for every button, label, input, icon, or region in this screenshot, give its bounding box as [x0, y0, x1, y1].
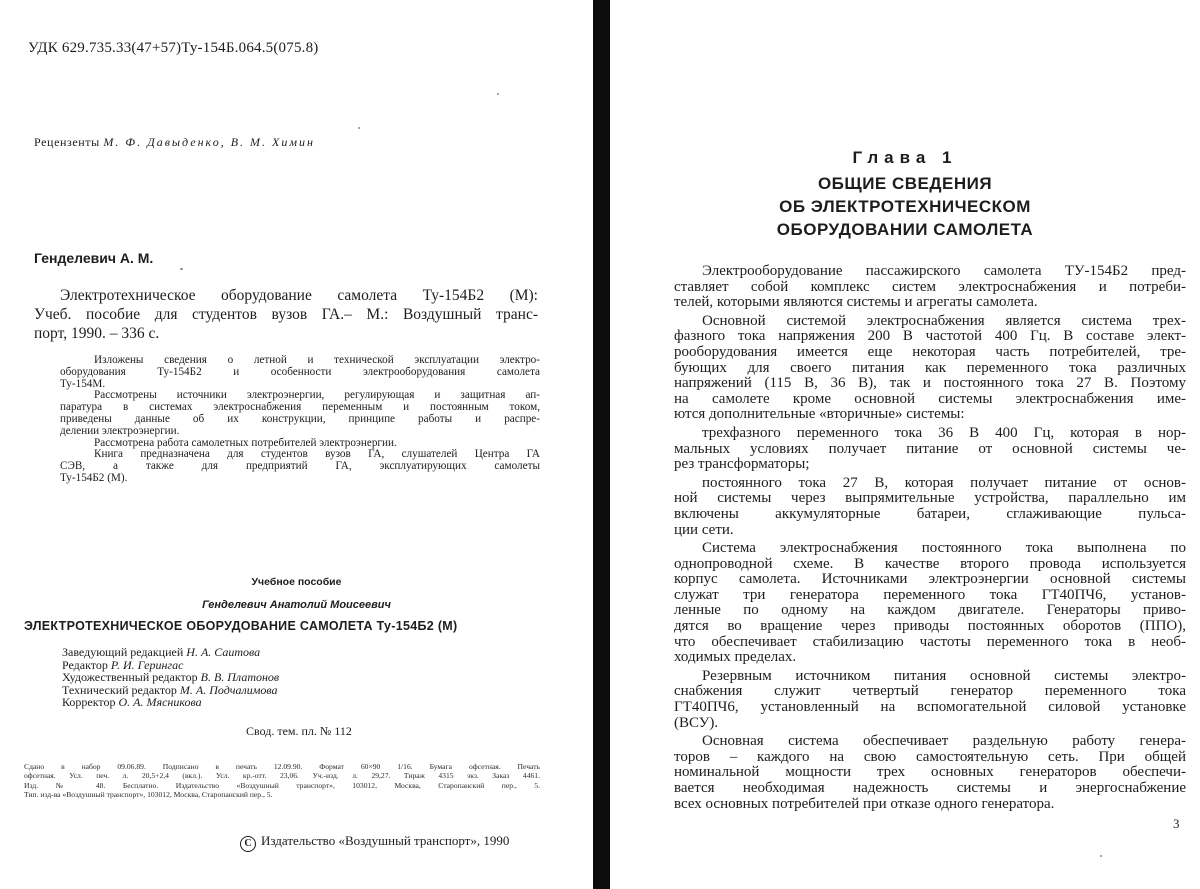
editor-name: Р. И. Герингас: [110, 657, 184, 672]
bibliographic-line: порт, 1990. – 336 с.: [34, 325, 160, 342]
body-line: дятся во вращение через приводы постоянных оборотов (ППО),: [674, 618, 1186, 635]
body-line: фазного тока напряжения 200 В частотой 400 Гц. В составе элект-: [674, 328, 1186, 345]
body-line: ются дополнительные «вторичные» системы:: [674, 406, 965, 423]
udk-code: УДК 629.735.33(47+57)Ту-154Б.064.5(075.8): [28, 40, 319, 56]
editor-name: В. В. Платонов: [200, 670, 280, 685]
annotation-line: Ту-154М.: [60, 377, 106, 390]
body-line: Основная система обеспечивает раздельную работу генера-: [702, 733, 1186, 750]
body-line: корпус самолета. Источниками электроэнергии основной системы: [674, 571, 1186, 588]
body-line: снабжения служит четвертый генератор переменного тока: [674, 683, 1186, 700]
print-speck: [358, 127, 360, 129]
imprint: [24, 762, 540, 800]
imprint-line: Изд. № 48. Бесплатно. Издательство «Воздушный транспорт», 103012, Москва, Старопанский пер., 5.: [24, 780, 540, 790]
editor-role: Заведующий редакцией: [62, 645, 184, 659]
book-title: ЭЛЕКТРОТЕХНИЧЕСКОЕ ОБОРУДОВАНИЕ САМОЛЕТА Ту-154Б2 (М): [24, 619, 458, 633]
right-page: [610, 0, 1200, 889]
book-spine-gutter: [593, 0, 610, 889]
author-heading: Генделевич А. М.: [34, 250, 154, 266]
body-line: ленные по одному на каждом двигателе. Генераторы приво-: [674, 602, 1186, 619]
body-line: номинальной мощности трех основных генераторов обеспечи-: [674, 764, 1186, 781]
editor-line: [62, 696, 279, 709]
chapter-title-line: ОБОРУДОВАНИИ САМОЛЕТА: [776, 220, 1034, 239]
annotation-line: Ту-154Б2 (М).: [60, 471, 128, 484]
reviewers-names: М. Ф. Давыденко, В. М. Химин: [103, 135, 315, 149]
body-line: служат три генератора переменного тока ГТ40ПЧ6, установ-: [674, 586, 1186, 603]
editor-role: Художественный редактор: [62, 670, 198, 685]
body-line: рез трансформаторы;: [674, 456, 810, 473]
bibliographic-description: [34, 286, 538, 343]
body-line: включены аккумуляторные батареи, сглаживающие пульса-: [674, 505, 1186, 522]
body-line: что обеспечивает стабилизацию частоты переменного тока в необ-: [674, 633, 1186, 650]
annotation-line: делении электроэнергии.: [60, 424, 180, 437]
print-speck: [497, 93, 499, 95]
body-line: ции сети.: [674, 521, 734, 538]
body-line: напряжений (115 В, 36 В), так и постоянного тока 27 В. Поэтому: [674, 375, 1186, 392]
body-line: мальных условиях получает питание от основной системы че-: [674, 440, 1186, 457]
imprint-line: Тип. изд-ва «Воздушный транспорт», 103012, Москва, Старопанский пер., 5.: [24, 790, 273, 800]
annotation-line: Рассмотрены источники электроэнергии, регулирующая и защитная ап-: [94, 389, 540, 402]
body-line: телей, которыми являются системы и агрегаты самолета.: [674, 294, 1038, 311]
annotation-line: приведены данные об их конструкции, принципе работы и распре-: [60, 412, 540, 425]
editor-role: Технический редактор: [62, 682, 177, 697]
chapter-body-text: [674, 264, 1186, 812]
body-line: трехфазного переменного тока 36 В 400 Гц, которая в нор-: [702, 424, 1186, 441]
imprint-line: Сдано в набор 09.06.89. Подписано в печать 12.09.90. Формат 60×90 1/16. Бумага офсетная. Печать: [24, 762, 540, 771]
body-line: (ВСУ).: [674, 714, 719, 731]
chapter-title: [610, 172, 1200, 241]
imprint-line: офсетная. Усл. печ. л. 20,5+2,4 (вкл.). Усл. кр.-отт. 23,06. Уч.-изд. л. 29,27. Тираж 4315 экз. Заказ 4461.: [24, 771, 540, 781]
print-speck: [1100, 855, 1102, 857]
editor-role: Корректор: [62, 695, 116, 710]
body-line: ной системы через выпрямительные устройства, параллельно им: [674, 490, 1186, 507]
annotation-line: паратура в системах электроснабжения переменным и постоянным током,: [60, 401, 540, 414]
body-line: Резервным источником питания основной системы электро-: [702, 667, 1186, 684]
body-line: на самолете кроме основной системы электроснабжения име-: [674, 390, 1186, 407]
body-line: Основной системой электроснабжения является система трех-: [702, 312, 1186, 329]
body-line: Система электроснабжения постоянного тока выполнена по: [702, 540, 1186, 557]
body-line: Электрооборудование пассажирского самолета ТУ-154Б2 пред-: [702, 263, 1186, 279]
chapter-title-line: ОБЩИЕ СВЕДЕНИЯ: [817, 174, 993, 193]
copyright-line: [240, 833, 509, 852]
reviewers-line: [34, 135, 315, 150]
editors-list: [62, 646, 279, 709]
body-line: вается необходимая надежность системы и энергоснабжение: [674, 780, 1186, 796]
bibliographic-line: Учеб. пособие для студентов вузов ГА.– М.: Воздушный транс-: [34, 306, 538, 323]
editor-role: Редактор: [62, 657, 108, 672]
left-page: [0, 0, 593, 889]
annotation-line: Рассмотрена работа самолетных потребителей электроэнергии.: [94, 436, 397, 449]
book-author: Генделевич Анатолий Моисеевич: [202, 599, 391, 611]
book-type: Учебное пособие: [251, 576, 342, 588]
chapter-number: Глава 1: [852, 148, 958, 167]
editor-name: О. А. Мясникова: [118, 695, 202, 710]
body-line: рооборудования имеется еще некоторая часть потребителей, тре-: [674, 343, 1186, 360]
annotation-line: Книга предназначена для студентов вузов ГА, слушателей Центра ГА: [94, 448, 540, 461]
annotation-line: СЭВ, а также для предприятий ГА, эксплуатирующих самолеты: [60, 460, 540, 473]
body-line: однопроводной схеме. В качестве второго провода используется: [674, 555, 1186, 572]
reviewers-label: Рецензенты: [34, 135, 100, 149]
body-line: бующих для своего питания как переменного тока различных: [674, 359, 1186, 376]
body-line: ставляет собой комплекс систем электроснабжения и потреби-: [674, 278, 1186, 295]
body-line: ходимых пределах.: [674, 649, 797, 666]
editor-name: Н. А. Саитова: [186, 645, 261, 659]
chapter-title-line: ОБ ЭЛЕКТРОТЕХНИЧЕСКОМ: [779, 197, 1031, 216]
copyright-text: Издательство «Воздушный транспорт», 1990: [261, 833, 510, 848]
bibliographic-line: Электротехническое оборудование самолета Ту-154Б2 (М):: [60, 287, 538, 304]
body-line: торов – каждого на свою самостоятельную сеть. При общей: [674, 748, 1186, 765]
annotation-line: Изложены сведения о летной и технической эксплуатации электро-: [94, 354, 540, 366]
annotation: [60, 355, 540, 485]
copyright-icon: C: [240, 836, 256, 852]
print-speck: [180, 268, 183, 270]
annotation-line: оборудования Ту-154Б2 и особенности электрооборудования самолета: [60, 365, 540, 378]
body-line: ГТ40ПЧ6, установленный на вспомогательной силовой установке: [674, 699, 1186, 716]
editor-name: М. А. Подчалимова: [179, 682, 278, 697]
body-line: всех основных потребителей при отказе одного генератора.: [674, 795, 1055, 812]
body-line: постоянного тока 27 В, которая получает питание от основ-: [702, 474, 1186, 491]
page-number: 3: [1173, 816, 1180, 831]
publishing-plan: Свод. тем. пл. № 112: [246, 724, 352, 738]
